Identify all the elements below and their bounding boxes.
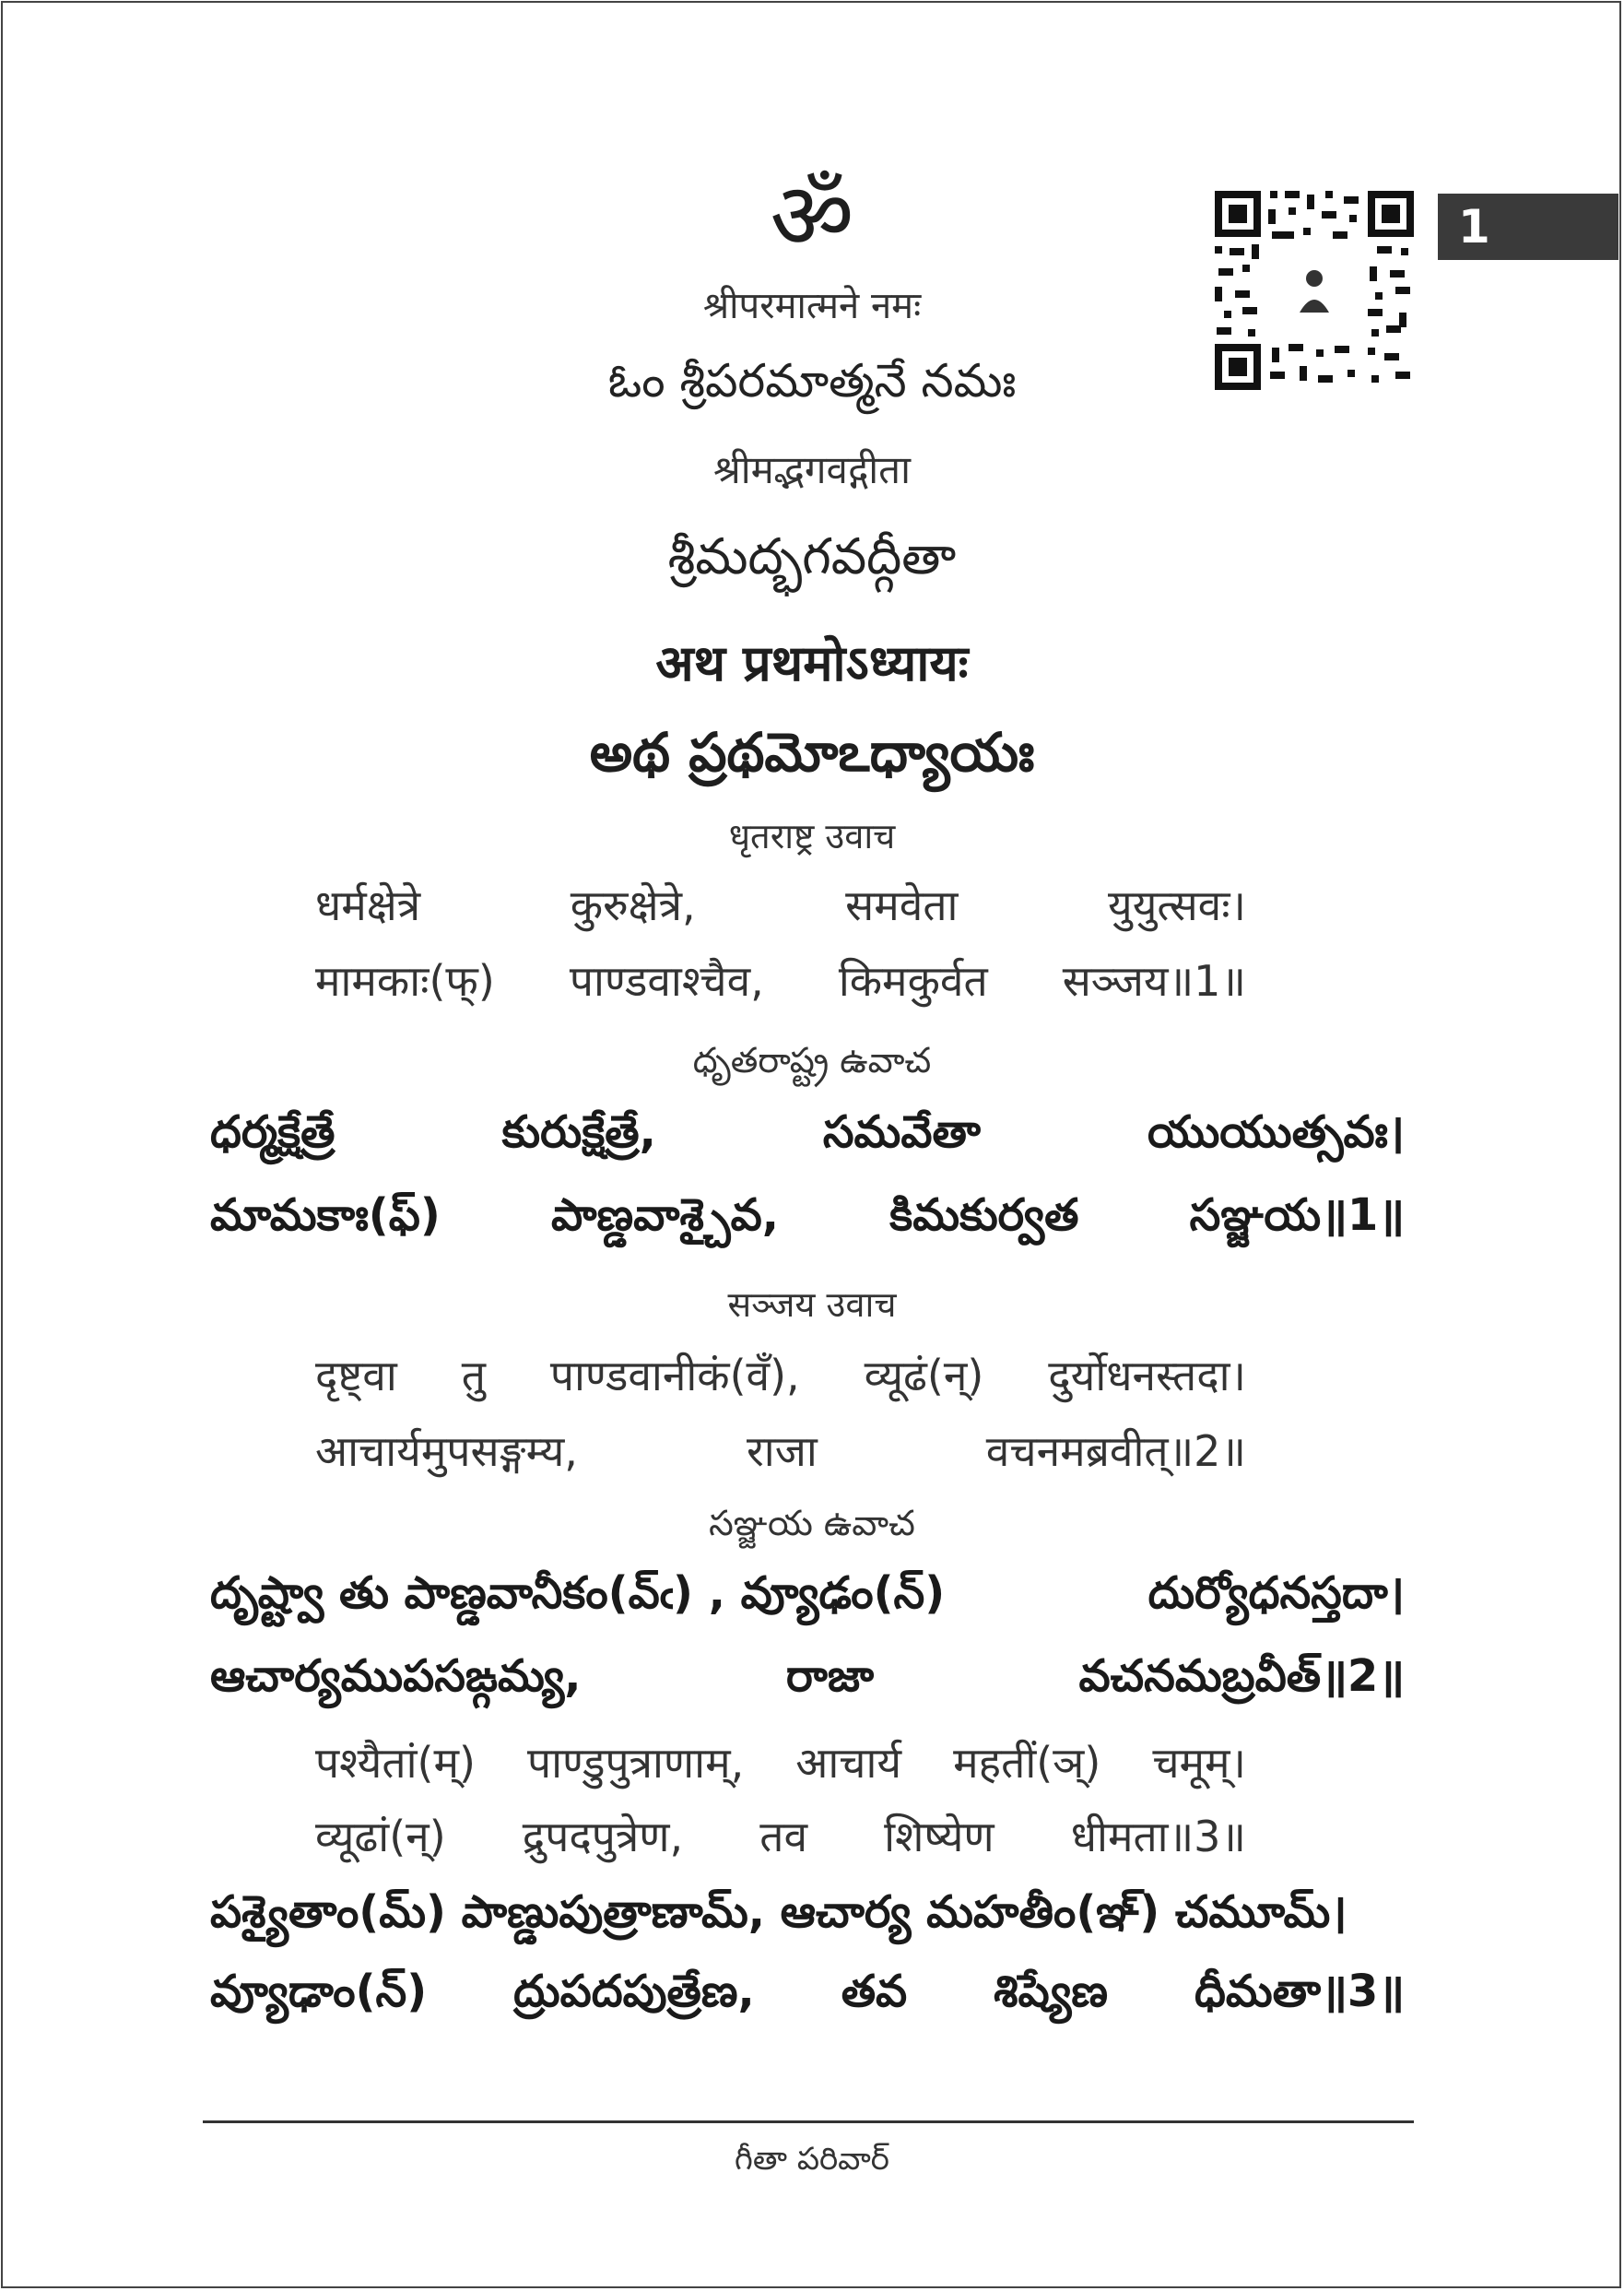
chapter-heading-telugu: అథ ప్రథమోఽధ్యాయః [589,721,1035,784]
verse-line-telugu [210,1886,1405,1949]
verse-word: పాణ్డవాశ్చైవ, [551,1189,779,1241]
verse-word: తవ [841,1966,908,2017]
verse-word: व्यूढं(न्) [864,1351,984,1400]
verse-line-telugu [210,1189,1405,1252]
speaker-telugu: ధృతరాష్ట్ర ఉవాచ [692,1040,932,1081]
verse-word: दृष्ट्वा [315,1351,397,1400]
verse-word: पाण्डवाश्चैव, [569,956,764,1006]
chapter-number-tab: 1 [1438,194,1618,260]
verse-word: तव [759,1812,808,1861]
verse-word: चमूम्। [1152,1738,1246,1788]
verse-word: धर्मक्षेत्रे [315,880,421,930]
verse-word: వచనమబ్రవీత్॥2॥ [1078,1650,1405,1702]
speaker-telugu: సఞ్జయ ఉవాచ [709,1503,915,1543]
verse-word: मामकाः(फ्) [315,956,495,1006]
verse-word: पश्यैतां(म्) [315,1738,476,1788]
invocation-sanskrit: श्रीपरमात्मने नमः [702,285,922,327]
verse-line-telugu [210,1567,1405,1630]
verse-word: పశ్యైతాం(మ్) పాణ్డుపుత్రాణామ్, ఆచార్య మహతీం(ఞ్) చమూమ్। [210,1886,1347,1938]
verse-word: ద్రుపదపుత్రేణ, [513,1966,755,2017]
verse-word: యుయుత్సవః। [1147,1106,1405,1158]
verse-word: किमकुर्वत [838,956,988,1006]
verse-word: व्यूढां(न्) [315,1812,446,1861]
verse-word: వ్యూఢాం(న్) [210,1966,428,2017]
verse-word: समवेता [845,880,959,930]
verse-word: द्रुपदपुत्रेण, [522,1812,684,1861]
verse-line-telugu [210,1106,1405,1169]
verse-word: శిష్యేణ [994,1966,1108,2017]
verse-word: राजा [746,1426,818,1476]
verse-line-sanskrit [315,1733,1246,1790]
verse-word: కురుక్షేత్రే, [501,1106,656,1158]
verse-word: युयुत्सवः। [1108,880,1246,930]
verse-word: पाण्डुपुत्राणाम्, [526,1738,745,1788]
verse-word: కిమకుర్వత [889,1189,1079,1241]
verse-word: ఆచార్యముపసఙ్గమ్య, [210,1650,582,1702]
footer-divider [203,2120,1414,2123]
verse-line-sanskrit [315,951,1246,1009]
verse-word: तु [461,1351,486,1400]
verse-word: आचार्य [795,1738,902,1788]
verse-line-sanskrit [315,1807,1246,1864]
gita-title-telugu: శ్రీమద్భగవద్గీతా [667,527,957,585]
verse-line-telugu [210,1966,1405,2028]
verse-word: दुर्योधनस्तदा। [1048,1351,1246,1400]
verse-word: దుర్యోధనస్తదా। [1147,1567,1405,1619]
verse-word: वचनमब्रवीत्॥2॥ [985,1426,1246,1476]
verse-line-telugu [210,1650,1405,1713]
verse-word: धीमता॥3॥ [1070,1812,1246,1861]
gita-title-sanskrit: श्रीमद्भगवद्गीता [713,447,911,492]
verse-word: शिष्येण [884,1812,994,1861]
verse-word: ధర్మక్షేత్రే [210,1106,335,1158]
footer-text: గీతా పరివార్ [735,2141,889,2178]
verse-word: कुरुक्षेत्रे, [570,880,696,930]
invocation-telugu: ఓం శ్రీపరమాత్మనే నమః [607,354,1017,407]
speaker-sanskrit: सञ्जय उवाच [727,1284,897,1325]
verse-line-sanskrit [315,1346,1246,1403]
verse-word: దృష్ట్వా తు పాణ్డవానీకం(వ్ఁ) , వ్యూఢం(న్) [210,1567,946,1619]
verse-line-sanskrit [315,876,1246,933]
verse-word: సఞ్జయ॥1॥ [1189,1189,1405,1241]
verse-word: सञ्जय॥1॥ [1062,956,1246,1006]
verse-word: पाण्डवानीकं(वँ), [549,1351,800,1400]
verse-word: రాజా [785,1650,875,1702]
verse-word: ధీమతా॥3॥ [1194,1966,1405,2017]
verse-word: మామకాః(ఫ్) [210,1189,441,1241]
chapter-heading-sanskrit: अथ प्रथमोऽध्यायः [655,634,969,692]
verse-word: महतीं(ञ्) [953,1738,1101,1788]
om-symbol: ॐ [770,162,854,270]
speaker-sanskrit: धृतराष्ट्र उवाच [728,816,896,856]
verse-line-sanskrit [315,1422,1246,1479]
verse-word: आचार्यमुपसङ्गम्य, [315,1426,578,1476]
verse-word: సమవేతా [822,1106,981,1158]
